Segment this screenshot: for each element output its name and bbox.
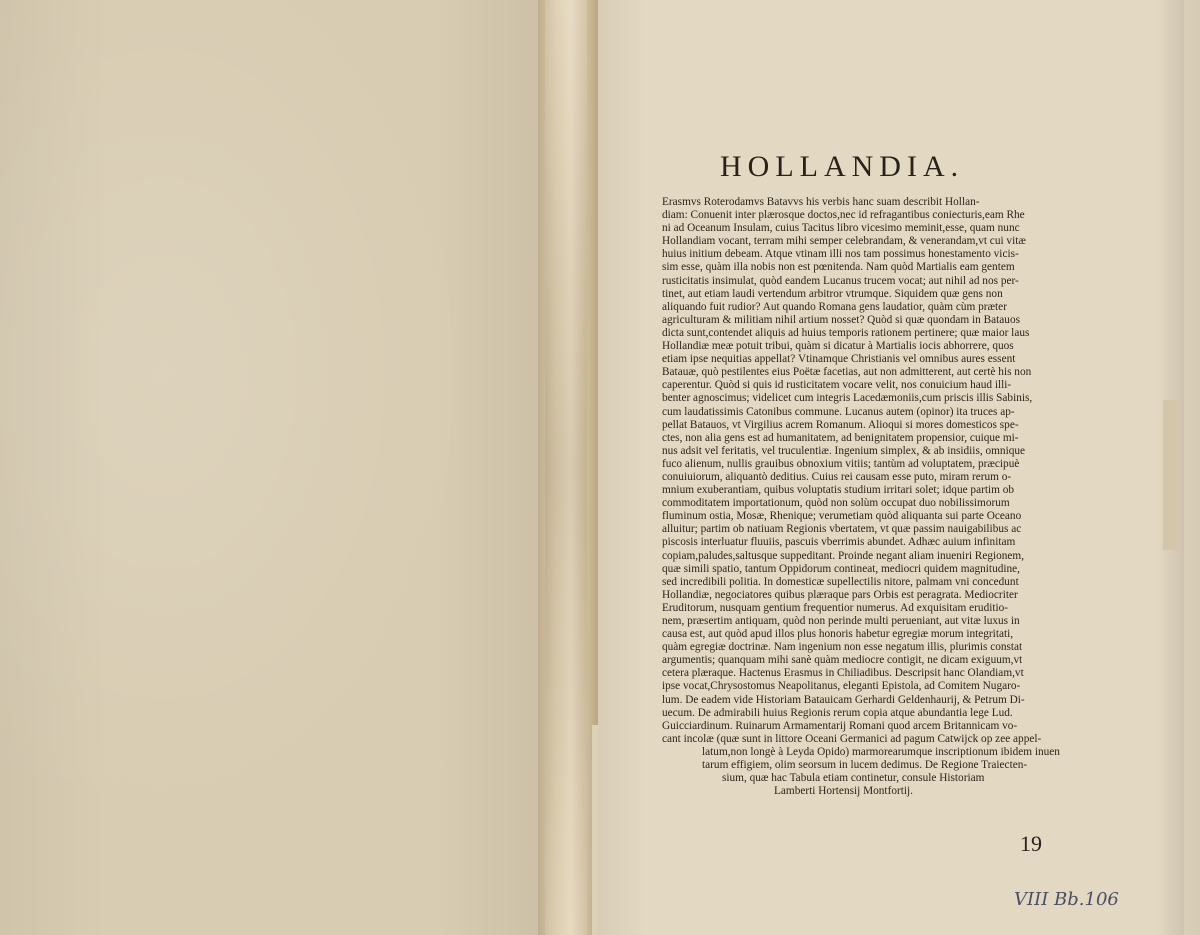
text-line: Guicciardinum. Ruinarum Armamentarij Romani quod arcem Britannicam vo- [662, 719, 1018, 732]
text-line: pellat Batauos, vt Virgilius acrem Romanum. Alioqui si mores domesticos spe- [662, 418, 1019, 431]
text-line: agriculturam & militiam nihil artium nosset? Quòd si quæ quondam in Batauos [662, 313, 1021, 326]
text-line: argumentis; quanquam mihi sanè quàm mediocre contigit, ne dicam exiguum,vt [662, 654, 1023, 667]
text-line: copiam,paludes,saltusque suppeditant. Proinde negant aliam inueniri Regionem, [662, 549, 1025, 562]
text-line: nem, præsertim antiquam, quòd non perinde multi perueniant, aut vitæ luxus in [662, 615, 1020, 627]
text-line: Lamberti Hortensij Montfortij. [774, 785, 913, 798]
text-line: Batauæ, quò pestilentes eius Poëtæ facetias, aut non admitterent, aut certè his non [662, 366, 1032, 379]
text-line: ctes, non alia gens est ad humanitatem, ad benignitatem propensior, cuique mi- [662, 431, 1019, 444]
edge-tab [1163, 400, 1177, 550]
text-line: quàm egregiæ doctrinæ. Nam ingenium non esse negatum illis, plurimis constat [662, 641, 1023, 654]
text-line: sed incredibili politia. In domesticæ supellectilis nitore, palmam vni concedunt [662, 575, 1019, 588]
text-line: Hollandiæ meæ potuit tribui, quàm si dicatur à Martialis iocis abhorrere, quos [662, 340, 1014, 353]
text-line: cant incolæ (quæ sunt in littore Oceani Germanici ad pagum Catwijck op zee appel- [662, 732, 1042, 745]
text-line: sium, quæ hac Tabula etiam continetur, consule Historiam [722, 772, 985, 785]
text-line: cum laudatissimis Catonibus commune. Lucanus autem (opinor) ita truces ap- [662, 405, 1015, 418]
text-line: Hollandiæ, negociatores quibus plæraque pars Orbis est peragrata. Mediocriter [662, 588, 1018, 601]
text-line: mnium exuberantiam, quibus voluptatis studium irritari solet; idque partim ob [662, 484, 1015, 497]
text-line: huius initium debeam. Atque vtinam illi nos tam possimus honestamento vicis- [662, 248, 1019, 261]
text-line: tinet, aut etiam laudi vertendum arbitror vtrumque. Siquidem quæ gens non [662, 287, 1003, 300]
body-text [662, 196, 1062, 798]
text-line: etiam ipse nequitias appellat? Vtinamque Christianis vel omnibus aures essent [662, 353, 1016, 366]
text-line: nus adsit vel feritatis, vel truculentiæ. Ingenium simplex, & ab insidiis, omnique [662, 444, 1026, 457]
text-line: diam: Conuenit inter plærosque doctos,nec id refragantibus coniecturis,eam Rhe [662, 209, 1025, 222]
text-line: commoditatem importationum, quòd non solùm occupat duo nobilissimorum [662, 497, 1010, 510]
text-line: uecum. De admirabili huius Regionis rerum copia atque abundantia lege Lud. [662, 706, 1013, 719]
text-line: ipse vocat,Chrysostomus Neapolitanus, eleganti Epistola, ad Comitem Nugaro- [662, 680, 1021, 693]
text-line: fluminum ostia, Mosæ, Rhenique; verumetiam quòd aliquanta sui parte Oceano [662, 510, 1022, 523]
left-page [0, 0, 545, 935]
text-line: alluitur; partim ob natiuam Regionis vbertatem, vt quæ passim nauigabilibus ac [662, 523, 1022, 536]
text-line: latum,non longè à Leyda Opido) marmorearumque inscriptionum ibidem inuen [702, 745, 1060, 758]
gutter-paper-strip [545, 0, 587, 935]
text-line: sim esse, quàm illa nobis non est pœnitenda. Nam quòd Martialis eam gentem [662, 261, 1015, 274]
page-title: HOLLANDIA. [720, 150, 965, 183]
text-line: caperentur. Quòd si quis id rusticitatem vocare velit, nos conuicium haud illi- [662, 379, 1012, 392]
text-line: tarum effigiem, olim seorsum in lucem dedimus. De Regione Traiecten- [702, 759, 1028, 772]
text-line: dicta sunt,contendet aliquis ad huius temporis rationem pertinere; quæ maior laus [662, 326, 1030, 339]
page-number: 19 [1020, 831, 1042, 856]
text-line: quæ simili spatio, tantum Oppidorum contineat, mediocri quidem magnitudine, [662, 562, 1020, 575]
text-line: ni ad Oceanum Insulam, cuius Tacitus libro vicesimo meminit,esse, quam nunc [662, 222, 1020, 235]
text-line: fuco alienum, nullis grauibus obnoxium vitiis; tantùm ad voluptatem, præcipuè [662, 457, 1020, 470]
text-line: Eruditorum, nusquam gentium frequentior numerus. Ad exquisitam eruditio- [662, 601, 1009, 614]
text-line: rusticitatis insimulat, quòd eandem Lucanus trucem vocat; aut nihil ad nos per- [662, 274, 1019, 287]
text-line: cetera plæraque. Hactenus Erasmus in Chiliadibus. Descripsit hanc Olandiam,vt [662, 667, 1024, 680]
text-line: Erasmvs Roterodamvs Batavvs his verbis hanc suam describit Hollan- [662, 196, 980, 208]
text-line: Hollandiam vocant, terram mihi semper celebrandam, & venerandam,vt cui vitæ [662, 235, 1026, 248]
text-line: aliquando fuit rudior? Aut quando Romana gens laudatior, quàm cùm præter [662, 300, 1007, 313]
text-line: benter agnoscimus; videlicet cum integris Lacedæmoniis,cum priscis illis Sabinis, [662, 392, 1033, 405]
text-line: causa est, aut quòd apud illos plus honoris habetur egregiæ morum integritati, [662, 628, 1014, 641]
text-line: piscosis interluatur fluuiis, pascuis vberrimis abundet. Adhæc auium infinitam [662, 536, 1016, 549]
text-line: conuiuiorum, aliquantò deditius. Cuius rei causam esse puto, miram rerum o- [662, 470, 1012, 483]
text-line: lum. De eadem vide Historiam Batauicam Gerhardi Geldenhaurij, & Petrum Di- [662, 693, 1025, 706]
shelfmark: VIII Bb.106 [1014, 889, 1119, 910]
